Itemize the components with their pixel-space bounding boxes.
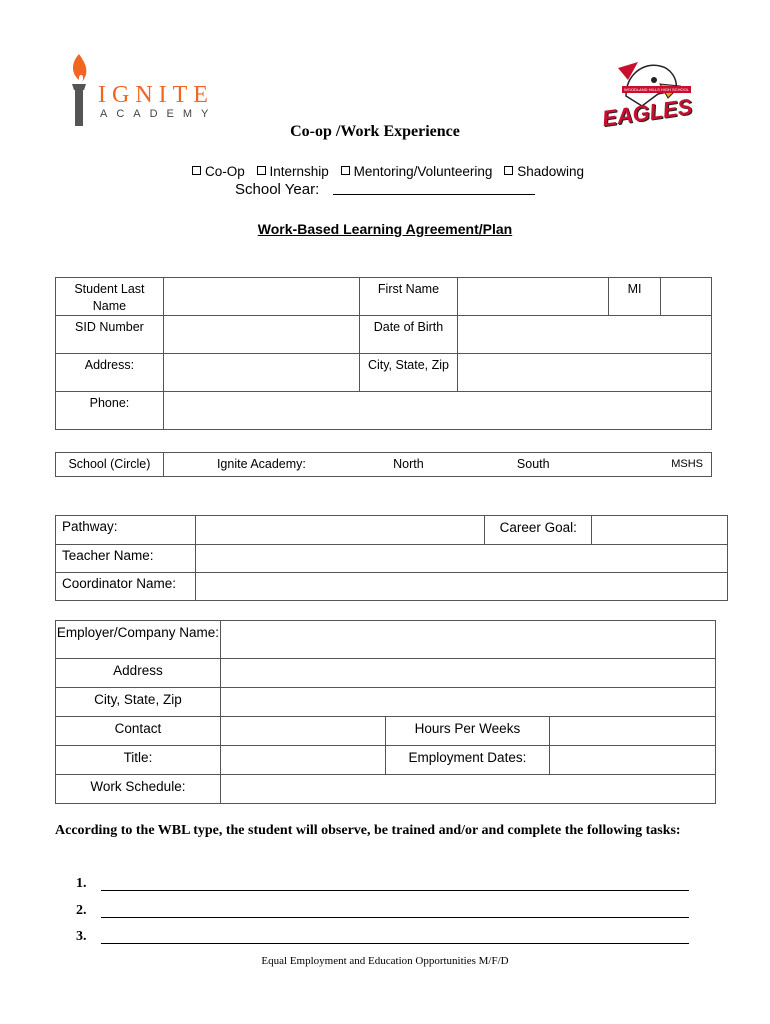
address-label: Address: [56, 354, 164, 392]
employer-city-field[interactable] [220, 688, 715, 717]
address-field[interactable] [163, 354, 359, 392]
task-field-3[interactable] [101, 943, 689, 944]
hours-field[interactable] [550, 717, 716, 746]
employer-name-field[interactable] [220, 621, 715, 659]
sid-field[interactable] [163, 316, 359, 354]
logo-eagles-text: EAGLES [600, 93, 694, 132]
career-goal-label: Career Goal: [485, 516, 592, 545]
dob-label: Date of Birth [359, 316, 458, 354]
teacher-name-label: Teacher Name: [56, 545, 196, 573]
task-number-3: 3. [76, 929, 87, 944]
form-subtitle: Work-Based Learning Agreement/Plan [257, 221, 513, 237]
task-number-1: 1. [76, 876, 87, 891]
school-year-label: School Year: [235, 181, 320, 198]
wbl-type-options [192, 164, 592, 179]
logo-main-text: IGNITE [98, 82, 214, 108]
logo-banner-text: WOODLAND HILLS HIGH SCHOOL [624, 87, 689, 92]
school-option-north[interactable]: North [359, 453, 458, 477]
logo-sub-text: ACADEMY [100, 108, 218, 120]
pathway-field[interactable] [195, 516, 484, 545]
task-field-2[interactable] [101, 917, 689, 918]
school-year-field[interactable] [333, 194, 535, 195]
mi-field[interactable] [661, 278, 712, 316]
hours-label: Hours Per Weeks [385, 717, 550, 746]
student-info-table [55, 277, 712, 430]
employer-name-label: Employer/Company Name: [56, 621, 221, 659]
contact-field[interactable] [220, 717, 385, 746]
student-last-name-label: Student Last Name [56, 278, 164, 316]
school-label: School (Circle) [56, 453, 164, 477]
employer-address-label: Address [56, 659, 221, 688]
work-schedule-field[interactable] [220, 775, 715, 804]
sid-label: SID Number [56, 316, 164, 354]
title-label: Title: [56, 746, 221, 775]
checkbox-icon[interactable] [192, 166, 201, 175]
school-option-south[interactable]: South [458, 453, 609, 477]
coordinator-name-field[interactable] [195, 573, 727, 601]
employer-table [55, 620, 716, 804]
employment-dates-label: Employment Dates: [385, 746, 550, 775]
pathway-table [55, 515, 728, 601]
option-mentoring[interactable]: Mentoring/Volunteering [341, 164, 493, 179]
pathway-label: Pathway: [56, 516, 196, 545]
title-field[interactable] [220, 746, 385, 775]
coordinator-name-label: Coordinator Name: [56, 573, 196, 601]
checkbox-icon[interactable] [504, 166, 513, 175]
employer-city-label: City, State, Zip [56, 688, 221, 717]
phone-label: Phone: [56, 392, 164, 430]
option-co-op[interactable]: Co-Op [192, 164, 245, 179]
dob-field[interactable] [458, 316, 712, 354]
mi-label: MI [609, 278, 661, 316]
option-shadowing[interactable]: Shadowing [504, 164, 584, 179]
work-schedule-label: Work Schedule: [56, 775, 221, 804]
ignite-academy-logo [64, 50, 224, 130]
employer-address-field[interactable] [220, 659, 715, 688]
contact-label: Contact [56, 717, 221, 746]
school-option-mshs[interactable]: MSHS [609, 453, 712, 477]
tasks-intro: According to the WBL type, the student will observe, be trained and/or and complete the following tasks: [55, 823, 681, 838]
student-last-name-field[interactable] [163, 278, 359, 316]
school-option-ignite[interactable]: Ignite Academy: [163, 453, 359, 477]
option-internship[interactable]: Internship [257, 164, 329, 179]
task-number-2: 2. [76, 903, 87, 918]
page-title: Co-op /Work Experience [290, 123, 460, 140]
checkbox-icon[interactable] [341, 166, 350, 175]
city-state-zip-label: City, State, Zip [359, 354, 458, 392]
first-name-field[interactable] [458, 278, 609, 316]
teacher-name-field[interactable] [195, 545, 727, 573]
school-table [55, 452, 712, 477]
torch-icon [64, 50, 94, 128]
checkbox-icon[interactable] [257, 166, 266, 175]
city-state-zip-field[interactable] [458, 354, 712, 392]
footer-text: Equal Employment and Education Opportunities M/F/D [261, 955, 509, 967]
employment-dates-field[interactable] [550, 746, 716, 775]
task-field-1[interactable] [101, 890, 689, 891]
career-goal-field[interactable] [592, 516, 728, 545]
phone-field[interactable] [163, 392, 711, 430]
first-name-label: First Name [359, 278, 458, 316]
